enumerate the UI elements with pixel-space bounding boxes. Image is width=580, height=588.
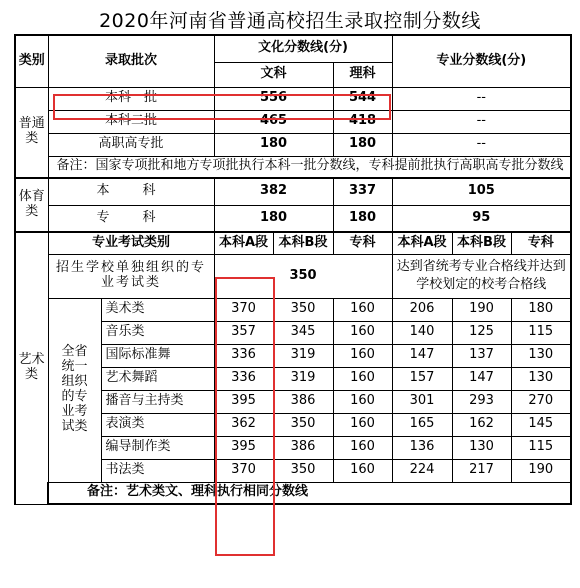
li-score: 180 bbox=[333, 133, 392, 156]
li-score: 418 bbox=[333, 110, 392, 133]
unified-exam-label: 全省统一组织的专业考试类 bbox=[48, 298, 101, 482]
score: 319 bbox=[273, 344, 333, 367]
arts-col-header: 本科A段 bbox=[392, 232, 452, 254]
wen-score: 465 bbox=[214, 110, 333, 133]
independent-major-score: 达到省统考专业合格线并达到学校划定的校考合格线 bbox=[392, 254, 571, 298]
score: 130 bbox=[452, 436, 511, 459]
header-category: 类别 bbox=[15, 35, 48, 87]
score: 395 bbox=[214, 390, 273, 413]
score: 160 bbox=[333, 321, 392, 344]
arts-col-header: 本科B段 bbox=[452, 232, 511, 254]
batch-label: 本科一批 bbox=[48, 87, 214, 110]
score-table bbox=[14, 34, 572, 505]
score: 165 bbox=[392, 413, 452, 436]
score: 190 bbox=[511, 459, 571, 482]
major-score: 105 bbox=[392, 178, 571, 205]
wen-score: 556 bbox=[214, 87, 333, 110]
score: 370 bbox=[214, 459, 273, 482]
page-title: 2020年河南省普通高校招生录取控制分数线 bbox=[99, 10, 481, 32]
art-type-name: 表演类 bbox=[101, 413, 214, 436]
independent-culture-score: 350 bbox=[214, 254, 392, 298]
score: 115 bbox=[511, 436, 571, 459]
art-type-name: 编导制作类 bbox=[101, 436, 214, 459]
score: 157 bbox=[392, 367, 452, 390]
score: 386 bbox=[273, 390, 333, 413]
score: 350 bbox=[273, 298, 333, 321]
score: 270 bbox=[511, 390, 571, 413]
score: 357 bbox=[214, 321, 273, 344]
batch-label: 高职高专批 bbox=[48, 133, 214, 156]
score: 115 bbox=[511, 321, 571, 344]
arts-col-header: 本科B段 bbox=[273, 232, 333, 254]
score: 386 bbox=[273, 436, 333, 459]
score: 395 bbox=[214, 436, 273, 459]
major-score: 95 bbox=[392, 205, 571, 232]
score: 162 bbox=[452, 413, 511, 436]
art-type-name: 书法类 bbox=[101, 459, 214, 482]
score: 350 bbox=[273, 459, 333, 482]
score: 336 bbox=[214, 344, 273, 367]
score: 160 bbox=[333, 390, 392, 413]
score: 190 bbox=[452, 298, 511, 321]
score: 362 bbox=[214, 413, 273, 436]
wen-score: 180 bbox=[214, 205, 333, 232]
score: 345 bbox=[273, 321, 333, 344]
score: 140 bbox=[392, 321, 452, 344]
arts-note: 备注：艺术类文、理科执行相同分数线 bbox=[48, 482, 571, 504]
score: 160 bbox=[333, 436, 392, 459]
score: 130 bbox=[511, 344, 571, 367]
score: 224 bbox=[392, 459, 452, 482]
general-category: 普通类 bbox=[15, 87, 48, 178]
arts-col-header: 专科 bbox=[333, 232, 392, 254]
arts-type-header: 专业考试类别 bbox=[48, 232, 214, 254]
wen-score: 180 bbox=[214, 133, 333, 156]
art-type-name: 国际标准舞 bbox=[101, 344, 214, 367]
arts-col-header: 本科A段 bbox=[214, 232, 273, 254]
independent-exam-label: 招生学校单独组织的专业考试类 bbox=[48, 254, 214, 298]
score: 160 bbox=[333, 459, 392, 482]
batch-label: 本 科 bbox=[48, 178, 214, 205]
score: 147 bbox=[452, 367, 511, 390]
score: 217 bbox=[452, 459, 511, 482]
arts-col-header: 专科 bbox=[511, 232, 571, 254]
wen-score: 382 bbox=[214, 178, 333, 205]
score: 160 bbox=[333, 344, 392, 367]
art-type-name: 艺术舞蹈 bbox=[101, 367, 214, 390]
score: 145 bbox=[511, 413, 571, 436]
header-batch: 录取批次 bbox=[48, 35, 214, 87]
li-score: 544 bbox=[333, 87, 392, 110]
header-major-line: 专业分数线(分) bbox=[392, 35, 571, 87]
art-type-name: 美术类 bbox=[101, 298, 214, 321]
li-score: 337 bbox=[333, 178, 392, 205]
score: 137 bbox=[452, 344, 511, 367]
major-score: -- bbox=[392, 110, 571, 133]
batch-label: 本科二批 bbox=[48, 110, 214, 133]
score: 319 bbox=[273, 367, 333, 390]
score: 125 bbox=[452, 321, 511, 344]
header-li: 理科 bbox=[333, 62, 392, 87]
score: 160 bbox=[333, 298, 392, 321]
header-culture-line: 文化分数线(分) bbox=[214, 35, 392, 62]
art-type-name: 音乐类 bbox=[101, 321, 214, 344]
score: 370 bbox=[214, 298, 273, 321]
general-note: 备注：国家专项批和地方专项批执行本科一批分数线，专科提前批执行高职高专批分数线 bbox=[48, 156, 571, 178]
score: 136 bbox=[392, 436, 452, 459]
score: 180 bbox=[511, 298, 571, 321]
score: 147 bbox=[392, 344, 452, 367]
score: 160 bbox=[333, 367, 392, 390]
score: 206 bbox=[392, 298, 452, 321]
score: 350 bbox=[273, 413, 333, 436]
score: 336 bbox=[214, 367, 273, 390]
score: 293 bbox=[452, 390, 511, 413]
li-score: 180 bbox=[333, 205, 392, 232]
major-score: -- bbox=[392, 133, 571, 156]
art-type-name: 播音与主持类 bbox=[101, 390, 214, 413]
arts-category: 艺术类 bbox=[15, 232, 48, 504]
header-wen: 文科 bbox=[214, 62, 333, 87]
score: 130 bbox=[511, 367, 571, 390]
sports-category: 体育类 bbox=[15, 178, 48, 232]
major-score: -- bbox=[392, 87, 571, 110]
batch-label: 专 科 bbox=[48, 205, 214, 232]
score: 160 bbox=[333, 413, 392, 436]
score: 301 bbox=[392, 390, 452, 413]
